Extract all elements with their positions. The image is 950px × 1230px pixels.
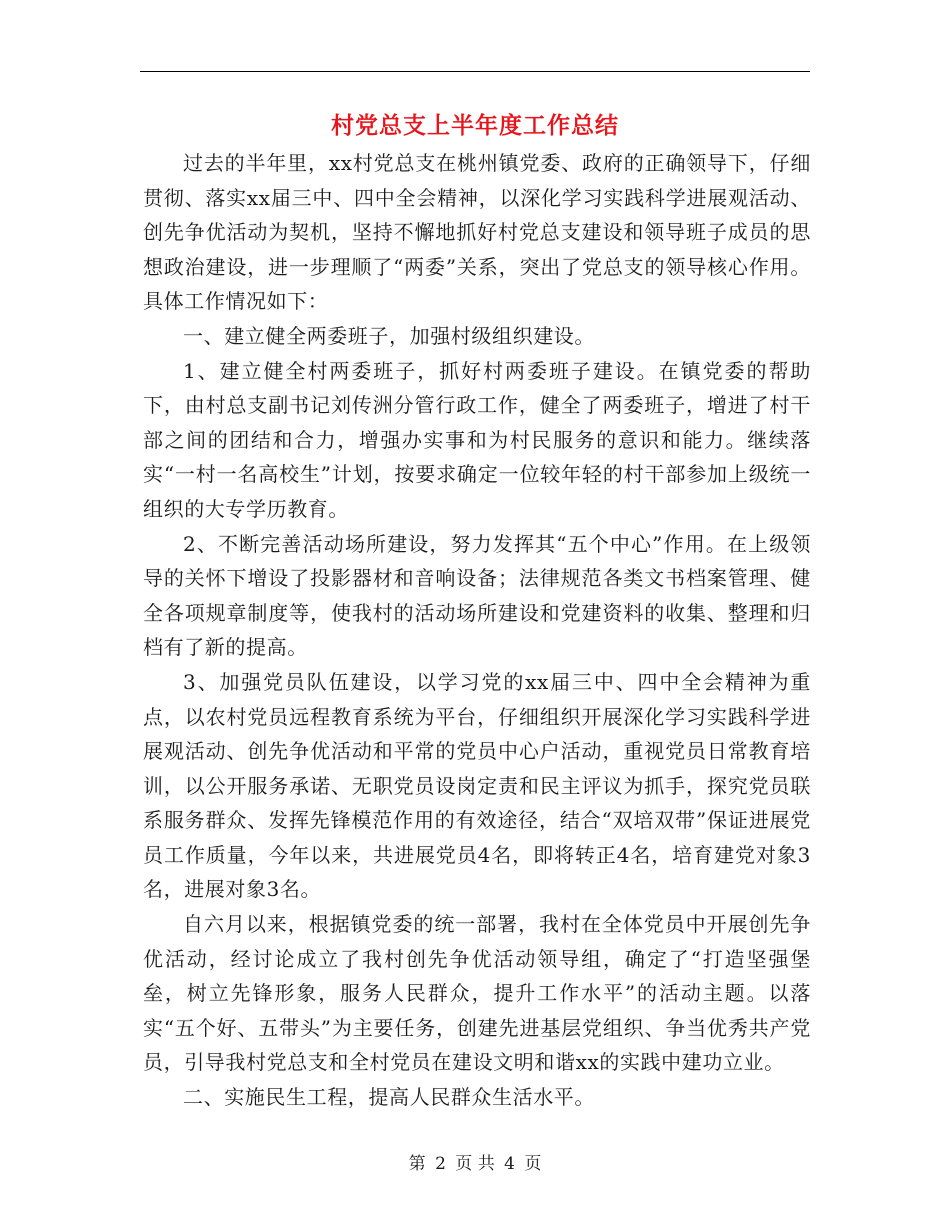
header-rule (140, 71, 810, 72)
footer-total-pages: 4 (504, 1154, 515, 1174)
section-heading-1: 一、建立健全两委班子，加强村级组织建设。 (183, 323, 595, 348)
paragraph-item-3: 3、加强党员队伍建设，以学习党的xx届三中、四中全会精神为重点，以农村党员远程教育系统为平台，仔细组织开展深化学习实践科学进展观活动、创先争优活动和平常的党员中心户活动，重视党员日常教育培训，以公开服务承诺、无职党员设岗定责和民主评议为抓手，探究党员联系服务群众、发挥先锋模范作用的有效途径，结合“双培双带”保证进展党员工作质量，今年以来，共进展党员4名，即将转正4名，培育建党对象3名，进展对象3名。 (143, 669, 811, 902)
paragraph-intro: 过去的半年里，xx村党总支在桃州镇党委、政府的正确领导下，仔细贯彻、落实xx届三中、四中全会精神，以深化学习实践科学进展观活动、创先争优活动为契机，坚持不懈地抓好村党总支建设和领导班子成员的思想政治建设，进一步理顺了“两委”关系，突出了党总支的领导核心作用。具体工作情况如下： (143, 151, 811, 314)
footer-prefix: 第 (408, 1154, 426, 1174)
page-footer (140, 1152, 810, 1176)
footer-current-page: 2 (435, 1154, 446, 1174)
paragraph-activity: 自六月以来，根据镇党委的统一部署，我村在全体党员中开展创先争优活动，经讨论成立了我村创先争优活动领导组，确定了“打造坚强堡垒，树立先锋形象，服务人民群众，提升工作水平”的活动主题。以落实“五个好、五带头”为主要任务，创建先进基层党组织、争当优秀共产党员，引导我村党总支和全村党员在建设文明和谐xx的实践中建功立业。 (143, 912, 811, 1075)
footer-suffix: 页 (524, 1154, 542, 1174)
footer-mid: 页 共 (455, 1154, 495, 1174)
document-body (143, 146, 811, 1115)
paragraph-item-1: 1、建立健全村两委班子，抓好村两委班子建设。在镇党委的帮助下，由村总支副书记刘传洲分管行政工作，健全了两委班子，增进了村干部之间的团结和合力，增强办实事和为村民服务的意识和能力。继续落实“一村一名高校生”计划，按要求确定一位较年轻的村干部参加上级统一组织的大专学历教育。 (143, 358, 811, 521)
document-title: 村党总支上半年度工作总结 (331, 112, 619, 139)
section-heading-2: 二、实施民生工程，提高人民群众生活水平。 (183, 1085, 595, 1110)
paragraph-item-2: 2、不断完善活动场所建设，努力发挥其“五个中心”作用。在上级领导的关怀下增设了投影器材和音响设备；法律规范各类文书档案管理、健全各项规章制度等，使我村的活动场所建设和党建资料的收集、整理和归档有了新的提高。 (143, 531, 811, 660)
